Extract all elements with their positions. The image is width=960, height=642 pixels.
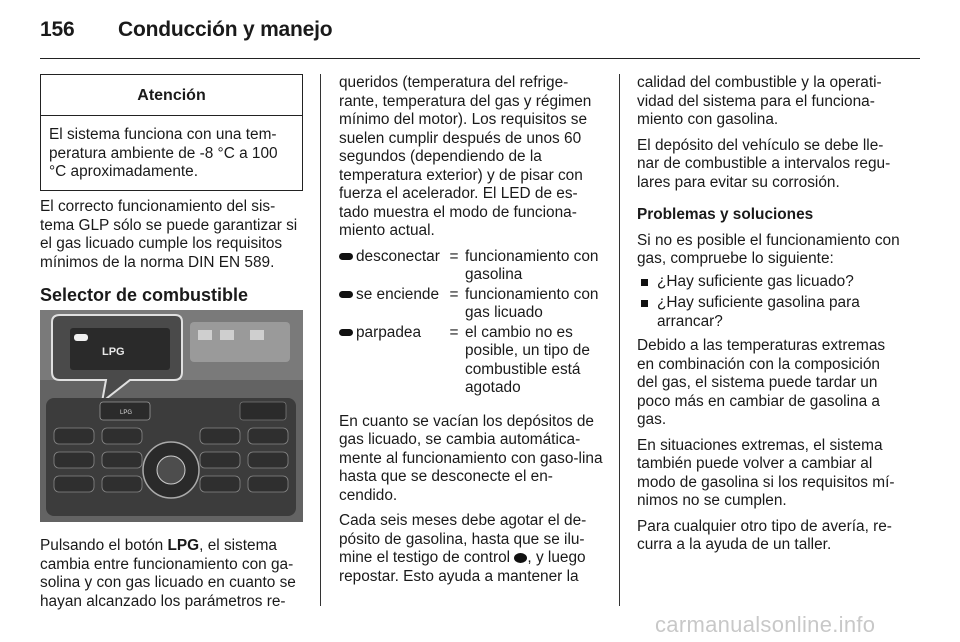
checklist — [637, 273, 902, 332]
text-span: , el sistema cambia entre funcionamiento con ga-solina y con gas licuado en cuanto se hayan alcanzado los parámetros re- — [40, 537, 296, 610]
text-span: Pulsando el botón — [40, 537, 168, 554]
photo-lpg-label: LPG — [102, 346, 125, 358]
led-state: desconectar — [356, 247, 440, 265]
subsection-title: Problemas y soluciones — [637, 206, 814, 223]
column-2 — [339, 74, 604, 593]
paragraph: Si no es posible el funcionamiento con gas, compruebe lo siguiente: — [637, 231, 900, 267]
intro-paragraph: El correcto funcionamiento del sis-tema GLP sólo se puede garantizar si el gas licuado cumple los requisitos mínimos de la norma DIN EN 589. — [40, 198, 298, 271]
lpg-bold-label: LPG — [167, 537, 200, 554]
section-title: Selector de combustible — [40, 285, 249, 305]
led-meaning: funcionamiento con gas licuado — [465, 285, 599, 321]
led-icon — [339, 329, 353, 336]
page-title: Conducción y manejo — [118, 18, 333, 41]
led-status-table — [339, 248, 604, 399]
paragraph: calidad del combustible y la operati-vidad del sistema para el funciona-miento con gasolina. — [637, 74, 882, 128]
led-row — [339, 324, 604, 399]
paragraph: El depósito del vehículo se debe lle-nar de combustible a intervalos regu-lares para evitar su corrosión. — [637, 136, 891, 191]
column-1 — [40, 198, 303, 312]
lpg-button-photo — [40, 310, 303, 522]
paragraph: Debido a las temperaturas extremas en combinación con la composición del gas, el sistema puede tardar un poco más en cambiar de gasolina a gas. — [637, 337, 886, 428]
attention-box — [40, 74, 303, 191]
column-3 — [637, 74, 902, 562]
column-divider-1 — [320, 74, 321, 606]
equals-sign: = — [449, 285, 459, 303]
led-row — [339, 248, 604, 286]
led-meaning: el cambio no es posible, un tipo de combustible está agotado — [465, 323, 590, 396]
page-number: 156 — [40, 18, 75, 41]
header-rule — [40, 58, 920, 59]
attention-title: Atención — [41, 75, 302, 116]
lpg-button-paragraph — [40, 537, 303, 611]
led-meaning: funcionamiento con gasolina — [465, 247, 599, 283]
list-item: ¿Hay suficiente gas licuado? — [637, 273, 902, 292]
equals-sign: = — [449, 247, 459, 265]
led-icon — [339, 291, 353, 298]
paragraph — [339, 512, 604, 586]
column-1-bottom — [40, 537, 303, 618]
paragraph: Para cualquier otro tipo de avería, re-curra a la ayuda de un taller. — [637, 517, 892, 553]
page-header — [40, 18, 332, 42]
text-span: Cada seis meses debe agotar el de-pósito de gasolina, hasta que se ilu-mine el testigo de control — [339, 512, 587, 566]
paragraph: En cuanto se vacían los depósitos de gas licuado, se cambia automática-mente al funcionamiento con gaso-lina hasta que se desconecte el en-cendido. — [339, 412, 603, 504]
photo-lpg-small-label: LPG — [120, 410, 133, 416]
control-lamp-icon — [514, 553, 527, 563]
led-icon — [339, 253, 353, 260]
equals-sign: = — [449, 323, 459, 341]
list-item: ¿Hay suficiente gasolina para arrancar? — [637, 294, 902, 331]
paragraph: En situaciones extremas, el sistema también puede volver a cambiar al modo de gasolina si los requisitos mí-nimos no se cumplen. — [637, 436, 895, 509]
column-divider-2 — [619, 74, 620, 606]
watermark: carmanualsonline.info — [655, 612, 876, 637]
led-state: parpadea — [356, 323, 422, 341]
led-state: se enciende — [356, 285, 440, 303]
text-span: , y luego repostar. Esto ayuda a mantener la — [339, 549, 586, 585]
paragraph: queridos (temperatura del refrige-rante, temperatura del gas y régimen mínimo del motor). Los requisitos se suelen cumplir después de unos 60 segundos (dependiendo de la temperatura exterior) y de pisar con fuerza el acelerador. El LED de es-tado muestra el modo de funciona-miento actual. — [339, 74, 592, 239]
attention-text: El sistema funciona con una tem-peratura ambiente de -8 °C a 100 °C aproximadamente. — [49, 126, 278, 180]
led-row — [339, 286, 604, 324]
